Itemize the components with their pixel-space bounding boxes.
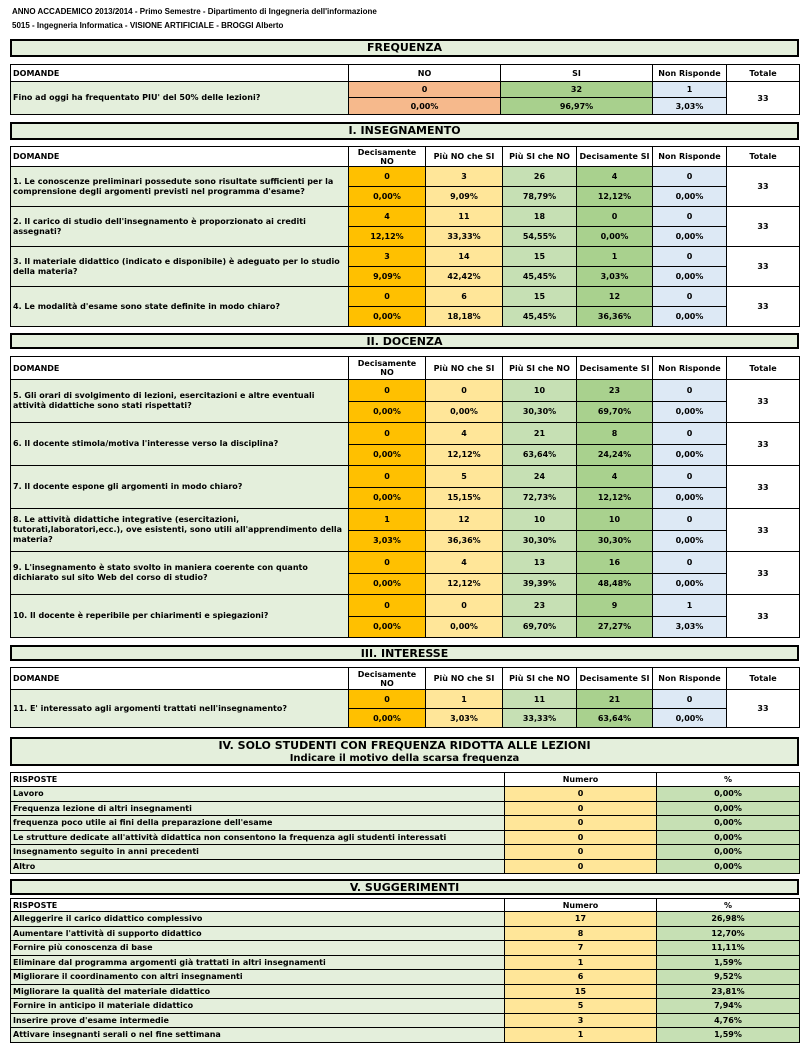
col-totale: Totale <box>727 357 800 380</box>
count-cell: 13 <box>503 552 577 574</box>
total-cell: 33 <box>727 466 800 509</box>
answer-count: 0 <box>505 845 657 860</box>
count-cell: 1 <box>426 690 503 709</box>
count-cell: 5 <box>426 466 503 488</box>
percent-cell: 48,48% <box>577 573 653 595</box>
percent-cell: 27,27% <box>577 616 653 638</box>
count-cell: 10 <box>503 380 577 402</box>
percent-cell: 42,42% <box>426 267 503 287</box>
question-row <box>11 247 800 267</box>
col-non-risponde: Non Risponde <box>653 357 727 380</box>
answer-percent: 0,00% <box>657 801 800 816</box>
answer-percent: 11,11% <box>657 941 800 956</box>
question-text: 11. E' interessato agli argomenti trattati nell'insegnamento? <box>11 690 349 728</box>
count-cell: 1 <box>349 509 426 531</box>
question-text: 2. Il carico di studio dell'insegnamento è proporzionato ai crediti assegnati? <box>11 207 349 247</box>
count-cell: 21 <box>577 690 653 709</box>
percent-cell: 36,36% <box>577 307 653 327</box>
answer-text: Alleggerire il carico didattico complessivo <box>11 912 505 927</box>
answer-count: 6 <box>505 970 657 985</box>
question-text: 7. Il docente espone gli argomenti in modo chiaro? <box>11 466 349 509</box>
count-cell: 0 <box>653 380 727 402</box>
col-piu-no: Più NO che SI <box>426 668 503 690</box>
percent-cell: 63,64% <box>503 444 577 466</box>
answer-row <box>11 984 800 999</box>
answer-percent: 12,70% <box>657 926 800 941</box>
percent-cell: 0,00% <box>653 709 727 728</box>
total-cell: 33 <box>727 380 800 423</box>
count-cell: 0 <box>653 247 727 267</box>
question-row <box>11 167 800 187</box>
col-si: SI <box>501 65 653 82</box>
question-text: 5. Gli orari di svolgimento di lezioni, esercitazioni e altre eventuali attività didattiche sono stati rispettati? <box>11 380 349 423</box>
answer-percent: 1,59% <box>657 955 800 970</box>
col-risposte: RISPOSTE <box>11 773 505 787</box>
count-cell: 15 <box>503 247 577 267</box>
percent-cell: 0,00% <box>653 307 727 327</box>
question-text: 10. Il docente è reperibile per chiarimenti e spiegazioni? <box>11 595 349 638</box>
col-domande: DOMANDE <box>11 668 349 690</box>
percent-cell: 63,64% <box>577 709 653 728</box>
answer-row <box>11 830 800 845</box>
percent-cell: 3,03% <box>426 709 503 728</box>
answer-percent: 23,81% <box>657 984 800 999</box>
percent-cell: 0,00% <box>349 616 426 638</box>
count-cell: 11 <box>426 207 503 227</box>
count-cell: 16 <box>577 552 653 574</box>
answer-text: Attivare insegnanti serali o nel fine settimana <box>11 1028 505 1043</box>
total-cell: 33 <box>727 595 800 638</box>
col-non-risponde: Non Risponde <box>653 65 727 82</box>
section-title-insegnamento: I. INSEGNAMENTO <box>10 122 799 140</box>
answer-text: Migliorare il coordinamento con altri insegnamenti <box>11 970 505 985</box>
total-cell: 33 <box>727 552 800 595</box>
total-cell: 33 <box>727 207 800 247</box>
answer-row <box>11 926 800 941</box>
percent-cell: 0,00% <box>653 187 727 207</box>
col-piu-no: Più NO che SI <box>426 147 503 167</box>
answer-row <box>11 970 800 985</box>
answer-row <box>11 801 800 816</box>
answer-percent: 1,59% <box>657 1028 800 1043</box>
count-cell: 0 <box>349 552 426 574</box>
col-totale: Totale <box>727 65 800 82</box>
answer-row <box>11 859 800 874</box>
percent-cell: 0,00% <box>349 573 426 595</box>
answer-text: Inserire prove d'esame intermedie <box>11 1013 505 1028</box>
answer-count: 0 <box>505 801 657 816</box>
col-risposte: RISPOSTE <box>11 899 505 912</box>
answer-count: 5 <box>505 999 657 1014</box>
answer-percent: 0,00% <box>657 859 800 874</box>
header-line-1: ANNO ACCADEMICO 2013/2014 - Primo Semestre - Dipartimento di Ingegneria dell'informazione <box>12 7 377 16</box>
percent-cell: 36,36% <box>426 530 503 552</box>
answer-count: 17 <box>505 912 657 927</box>
count-cell: 0 <box>349 466 426 488</box>
count-cell: 0 <box>349 423 426 445</box>
answer-count: 15 <box>505 984 657 999</box>
count-cell: 10 <box>503 509 577 531</box>
count-cell: 4 <box>577 466 653 488</box>
section-4-subtitle: Indicare il motivo della scarsa frequenza <box>289 753 520 764</box>
question-row <box>11 207 800 227</box>
question-row <box>11 552 800 574</box>
question-text: Fino ad oggi ha frequentato PIU' del 50% delle lezioni? <box>11 82 349 115</box>
answer-row <box>11 787 800 802</box>
total-cell: 33 <box>727 423 800 466</box>
answer-text: Le strutture dedicate all'attività didattica non consentono la frequenza agli studenti interessati <box>11 830 505 845</box>
percent-cell: 0,00% <box>653 267 727 287</box>
col-decisamente-no: Decisamente NO <box>349 357 426 380</box>
percent-cell: 9,09% <box>426 187 503 207</box>
answer-text: Eliminare dal programma argomenti già trattati in altri insegnamenti <box>11 955 505 970</box>
total-cell: 33 <box>727 509 800 552</box>
insegnamento-table <box>10 146 800 327</box>
question-row <box>11 466 800 488</box>
percent-cell: 30,30% <box>503 530 577 552</box>
answer-text: Aumentare l'attività di supporto didattico <box>11 926 505 941</box>
percent-cell: 69,70% <box>503 616 577 638</box>
count-cell: 9 <box>577 595 653 617</box>
total-cell: 33 <box>727 167 800 207</box>
answer-count: 0 <box>505 816 657 831</box>
question-row <box>11 690 800 709</box>
count-cell: 1 <box>577 247 653 267</box>
total-cell: 33 <box>727 690 800 728</box>
count-cell: 8 <box>577 423 653 445</box>
answer-percent: 7,94% <box>657 999 800 1014</box>
count-cell: 0 <box>349 595 426 617</box>
answer-count: 7 <box>505 941 657 956</box>
count-no: 0 <box>349 82 501 98</box>
count-cell: 0 <box>349 380 426 402</box>
answer-text: frequenza poco utile ai fini della preparazione dell'esame <box>11 816 505 831</box>
count-cell: 26 <box>503 167 577 187</box>
answer-row <box>11 1028 800 1043</box>
percent-cell: 0,00% <box>577 227 653 247</box>
count-cell: 0 <box>653 207 727 227</box>
col-decisamente-si: Decisamente SI <box>577 147 653 167</box>
count-cell: 4 <box>426 423 503 445</box>
col-piu-si: Più SI che NO <box>503 147 577 167</box>
count-cell: 11 <box>503 690 577 709</box>
count-cell: 24 <box>503 466 577 488</box>
percent-cell: 0,00% <box>653 530 727 552</box>
answer-percent: 26,98% <box>657 912 800 927</box>
col-totale: Totale <box>727 147 800 167</box>
col-non-risponde: Non Risponde <box>653 668 727 690</box>
answer-text: Fornire più conoscenza di base <box>11 941 505 956</box>
percent-cell: 0,00% <box>426 616 503 638</box>
question-text: 8. Le attività didattiche integrative (esercitazioni, tutorati,laboratori,ecc.), ove esistenti, sono utili all'apprendimento della materia? <box>11 509 349 552</box>
answer-count: 1 <box>505 955 657 970</box>
col-totale: Totale <box>727 668 800 690</box>
answer-count: 0 <box>505 859 657 874</box>
percent-cell: 18,18% <box>426 307 503 327</box>
percent-cell: 72,73% <box>503 487 577 509</box>
count-cell: 12 <box>426 509 503 531</box>
answer-row <box>11 999 800 1014</box>
answer-row <box>11 941 800 956</box>
suggerimenti-table <box>10 898 800 1043</box>
percent-cell: 33,33% <box>426 227 503 247</box>
col-percentuale: % <box>657 899 800 912</box>
count-cell: 23 <box>503 595 577 617</box>
section-title-suggerimenti: V. SUGGERIMENTI <box>10 879 799 895</box>
count-cell: 0 <box>426 380 503 402</box>
answer-row <box>11 912 800 927</box>
answer-count: 0 <box>505 830 657 845</box>
answer-percent: 4,76% <box>657 1013 800 1028</box>
answer-row <box>11 845 800 860</box>
question-text: 1. Le conoscenze preliminari possedute sono risultate sufficienti per la comprensione degli argomenti previsti nel programma d'esame? <box>11 167 349 207</box>
count-cell: 15 <box>503 287 577 307</box>
question-text: 4. Le modalità d'esame sono state definite in modo chiaro? <box>11 287 349 327</box>
percent-cell: 15,15% <box>426 487 503 509</box>
count-cell: 4 <box>349 207 426 227</box>
percent-cell: 54,55% <box>503 227 577 247</box>
count-cell: 0 <box>653 509 727 531</box>
count-cell: 1 <box>653 595 727 617</box>
percent-cell: 78,79% <box>503 187 577 207</box>
count-cell: 0 <box>653 466 727 488</box>
total-cell: 33 <box>727 287 800 327</box>
percent-cell: 69,70% <box>577 401 653 423</box>
question-row <box>11 287 800 307</box>
percent-cell: 3,03% <box>349 530 426 552</box>
col-numero: Numero <box>505 899 657 912</box>
count-cell: 0 <box>349 690 426 709</box>
docenza-table <box>10 356 800 638</box>
count-nr: 1 <box>653 82 727 98</box>
col-decisamente-si: Decisamente SI <box>577 668 653 690</box>
count-cell: 12 <box>577 287 653 307</box>
count-cell: 0 <box>653 287 727 307</box>
count-cell: 0 <box>653 552 727 574</box>
percent-cell: 0,00% <box>349 444 426 466</box>
question-row <box>11 595 800 617</box>
col-decisamente-no: Decisamente NO <box>349 668 426 690</box>
percent-cell: 33,33% <box>503 709 577 728</box>
count-cell: 0 <box>426 595 503 617</box>
count-cell: 14 <box>426 247 503 267</box>
answer-percent: 0,00% <box>657 787 800 802</box>
question-text: 3. Il materiale didattico (indicato e disponibile) è adeguato per lo studio della materia? <box>11 247 349 287</box>
answer-count: 8 <box>505 926 657 941</box>
col-decisamente-si: Decisamente SI <box>577 357 653 380</box>
section-title-frequenza: FREQUENZA <box>10 39 799 57</box>
percent-cell: 0,00% <box>349 401 426 423</box>
percent-cell: 0,00% <box>653 401 727 423</box>
count-cell: 4 <box>577 167 653 187</box>
question-text: 9. L'insegnamento è stato svolto in maniera coerente con quanto dichiarato sul sito Web del corso di studio? <box>11 552 349 595</box>
total: 33 <box>727 82 800 115</box>
count-cell: 23 <box>577 380 653 402</box>
pct-no: 0,00% <box>349 98 501 115</box>
count-cell: 21 <box>503 423 577 445</box>
col-decisamente-no: Decisamente NO <box>349 147 426 167</box>
answer-row <box>11 816 800 831</box>
count-cell: 0 <box>349 167 426 187</box>
percent-cell: 3,03% <box>577 267 653 287</box>
percent-cell: 30,30% <box>577 530 653 552</box>
frequenza-table <box>10 64 800 115</box>
total-cell: 33 <box>727 247 800 287</box>
count-cell: 4 <box>426 552 503 574</box>
percent-cell: 45,45% <box>503 267 577 287</box>
pct-nr: 3,03% <box>653 98 727 115</box>
frequenza-ridotta-table <box>10 772 800 874</box>
count-cell: 0 <box>349 287 426 307</box>
percent-cell: 39,39% <box>503 573 577 595</box>
section-title-docenza: II. DOCENZA <box>10 333 799 349</box>
answer-text: Fornire in anticipo il materiale didattico <box>11 999 505 1014</box>
answer-count: 0 <box>505 787 657 802</box>
col-domande: DOMANDE <box>11 65 349 82</box>
count-cell: 10 <box>577 509 653 531</box>
count-cell: 18 <box>503 207 577 227</box>
percent-cell: 30,30% <box>503 401 577 423</box>
percent-cell: 0,00% <box>349 709 426 728</box>
col-domande: DOMANDE <box>11 357 349 380</box>
percent-cell: 24,24% <box>577 444 653 466</box>
col-piu-si: Più SI che NO <box>503 668 577 690</box>
percent-cell: 12,12% <box>577 487 653 509</box>
percent-cell: 0,00% <box>349 487 426 509</box>
answer-row <box>11 955 800 970</box>
count-cell: 3 <box>426 167 503 187</box>
count-cell: 0 <box>577 207 653 227</box>
percent-cell: 12,12% <box>577 187 653 207</box>
answer-percent: 0,00% <box>657 830 800 845</box>
col-piu-no: Più NO che SI <box>426 357 503 380</box>
col-no: NO <box>349 65 501 82</box>
answer-text: Migliorare la qualità del materiale didattico <box>11 984 505 999</box>
percent-cell: 12,12% <box>426 573 503 595</box>
answer-text: Altro <box>11 859 505 874</box>
percent-cell: 0,00% <box>653 444 727 466</box>
answer-text: Lavoro <box>11 787 505 802</box>
count-cell: 0 <box>653 167 727 187</box>
answer-row <box>11 1013 800 1028</box>
answer-count: 3 <box>505 1013 657 1028</box>
section-title-frequenza-ridotta <box>10 737 799 766</box>
col-domande: DOMANDE <box>11 147 349 167</box>
percent-cell: 12,12% <box>349 227 426 247</box>
percent-cell: 0,00% <box>349 187 426 207</box>
percent-cell: 12,12% <box>426 444 503 466</box>
percent-cell: 0,00% <box>653 227 727 247</box>
col-piu-si: Più SI che NO <box>503 357 577 380</box>
count-si: 32 <box>501 82 653 98</box>
answer-text: Insegnamento seguito in anni precedenti <box>11 845 505 860</box>
percent-cell: 9,09% <box>349 267 426 287</box>
question-text: 6. Il docente stimola/motiva l'interesse verso la disciplina? <box>11 423 349 466</box>
section-4-title: IV. SOLO STUDENTI CON FREQUENZA RIDOTTA ALLE LEZIONI <box>218 739 591 752</box>
count-cell: 0 <box>653 423 727 445</box>
percent-cell: 0,00% <box>653 487 727 509</box>
question-row <box>11 423 800 445</box>
percent-cell: 45,45% <box>503 307 577 327</box>
answer-text: Frequenza lezione di altri insegnamenti <box>11 801 505 816</box>
header-line-2: 5015 - Ingegneria Informatica - VISIONE ARTIFICIALE - BROGGI Alberto <box>12 21 284 30</box>
question-row <box>11 380 800 402</box>
answer-percent: 0,00% <box>657 845 800 860</box>
percent-cell: 0,00% <box>653 573 727 595</box>
count-cell: 0 <box>653 690 727 709</box>
count-cell: 6 <box>426 287 503 307</box>
pct-si: 96,97% <box>501 98 653 115</box>
answer-percent: 0,00% <box>657 816 800 831</box>
col-non-risponde: Non Risponde <box>653 147 727 167</box>
count-cell: 3 <box>349 247 426 267</box>
answer-count: 1 <box>505 1028 657 1043</box>
percent-cell: 3,03% <box>653 616 727 638</box>
col-numero: Numero <box>505 773 657 787</box>
percent-cell: 0,00% <box>349 307 426 327</box>
interesse-table <box>10 667 800 728</box>
percent-cell: 0,00% <box>426 401 503 423</box>
question-row <box>11 509 800 531</box>
answer-percent: 9,52% <box>657 970 800 985</box>
section-title-interesse: III. INTERESSE <box>10 645 799 661</box>
col-percentuale: % <box>657 773 800 787</box>
